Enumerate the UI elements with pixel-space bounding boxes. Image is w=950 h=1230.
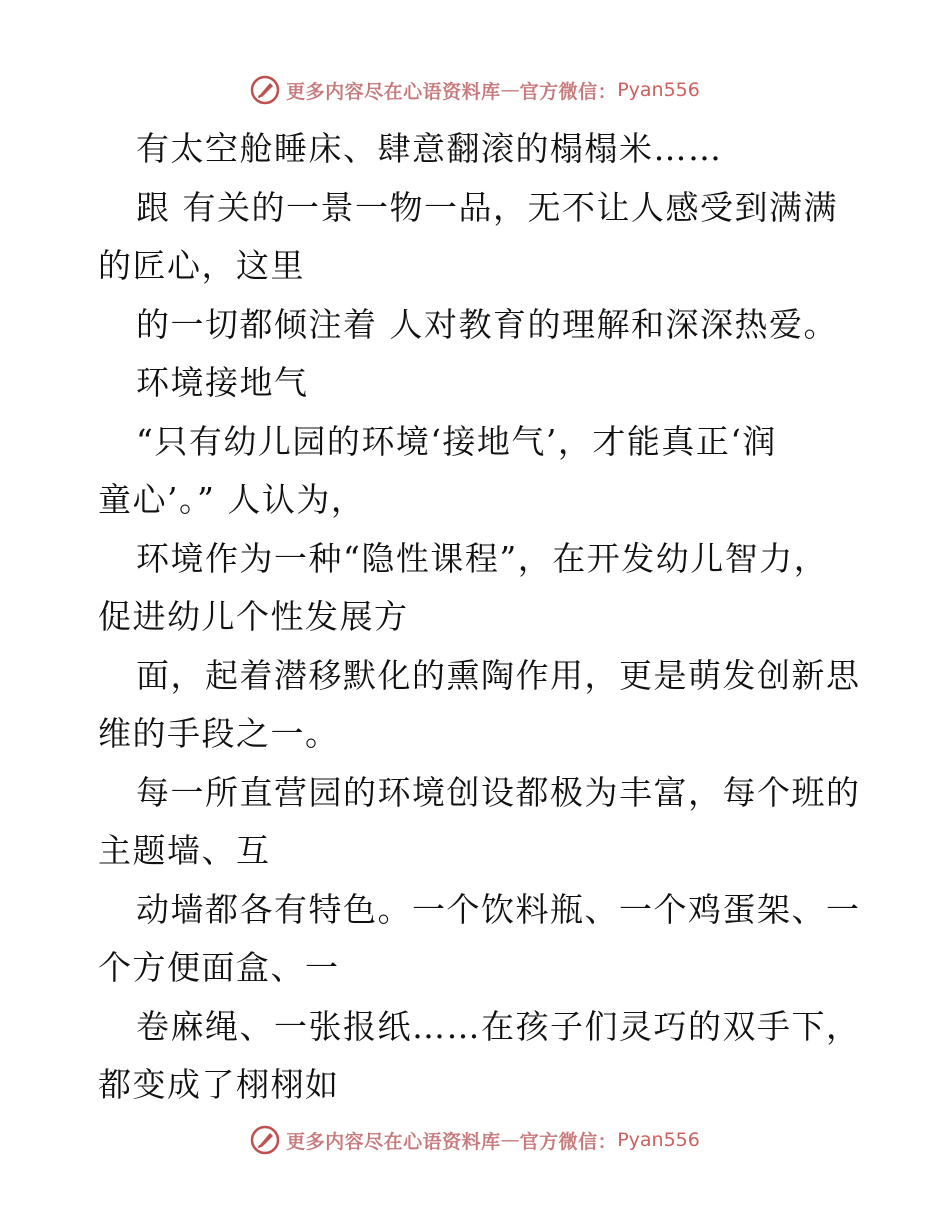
text-line: 童心’。” 人认为， [98, 480, 366, 519]
text-line: 每一所直营园的环境创设都极为丰富，每个班的 [136, 772, 861, 812]
watermark-site-text: 更多内容尽在心语资料库 [286, 80, 501, 103]
text-line: 促进幼儿个性发展方 [98, 597, 409, 636]
text-line: 的一切都倾注着 人对教育的理解和深深热爱。 [136, 304, 838, 344]
text-line: 卷麻绳、一张报纸……在孩子们灵巧的双手下， [136, 1006, 861, 1046]
text-line: 的匠心，这里 [98, 246, 305, 285]
watermark-wechat-id: Pyan556 [617, 1129, 700, 1151]
text-line: 主题墙、互 [98, 831, 271, 870]
watermark-wechat-label: 官方微信： [519, 80, 618, 103]
document-body [98, 120, 861, 1115]
text-line: 个方便面盒、一 [98, 948, 340, 987]
watermark-site-text: 更多内容尽在心语资料库 [286, 1130, 501, 1153]
text-line: 面，起着潜移默化的熏陶作用，更是萌发创新思 [136, 655, 861, 695]
watermark-wechat-id: Pyan556 [617, 79, 700, 101]
watermark-dash: — [500, 1129, 520, 1151]
quill-logo-icon [250, 75, 280, 105]
text-line: 有太空舱睡床、肆意翻滚的榻榻米…… [136, 129, 723, 168]
watermark-wechat-label: 官方微信： [519, 1130, 618, 1153]
text-line: 环境接地气 [136, 363, 309, 402]
header-watermark [0, 72, 950, 108]
text-line: 都变成了栩栩如 [98, 1065, 340, 1104]
text-line: 动墙都各有特色。一个饮料瓶、一个鸡蛋架、一 [136, 889, 861, 929]
text-line: 环境作为一种“隐性课程”，在开发幼儿智力， [136, 538, 829, 578]
text-line: 跟 有关的一景一物一品，无不让人感受到满满 [136, 187, 838, 227]
footer-watermark [0, 1122, 950, 1158]
quill-logo-icon [250, 1125, 280, 1155]
watermark-dash: — [500, 79, 520, 101]
text-line: 维的手段之一。 [98, 714, 340, 753]
text-line: “只有幼儿园的环境‘接地气’，才能真正‘润 [136, 421, 777, 461]
